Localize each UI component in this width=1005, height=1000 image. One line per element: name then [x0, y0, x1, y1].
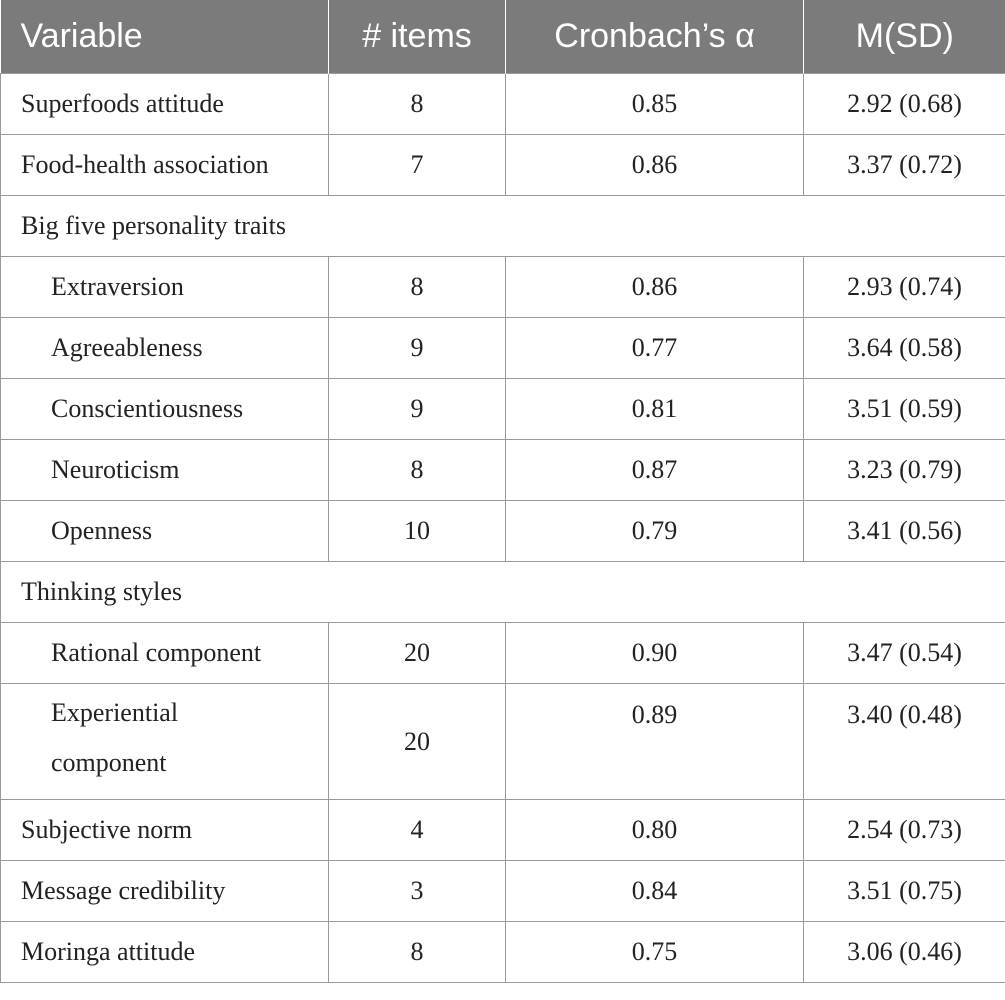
variable-cell: Rational component: [1, 623, 329, 684]
section-label: Thinking styles: [1, 562, 1005, 623]
header-items: # items: [329, 0, 506, 74]
alpha-cell: 0.79: [506, 501, 804, 562]
mean-sd-cell: 3.51 (0.75): [804, 861, 1005, 922]
items-cell: 7: [329, 135, 506, 196]
alpha-cell: 0.86: [506, 135, 804, 196]
header-mean-sd: M(SD): [804, 0, 1005, 74]
variable-cell: Agreeableness: [1, 318, 329, 379]
table-row: [1, 135, 1005, 196]
table-row: [1, 800, 1005, 861]
mean-sd-cell: 2.92 (0.68): [804, 74, 1005, 135]
header-cronbach-alpha: Cronbach’s α: [506, 0, 804, 74]
section-row: [1, 196, 1005, 257]
mean-sd-cell: 3.40 (0.48): [804, 684, 1005, 800]
variable-line-1: Experiential: [51, 698, 179, 727]
mean-sd-cell: 3.51 (0.59): [804, 379, 1005, 440]
variable-cell: Subjective norm: [1, 800, 329, 861]
items-cell: 9: [329, 318, 506, 379]
table-row: [1, 501, 1005, 562]
items-cell: 9: [329, 379, 506, 440]
mean-sd-cell: 3.41 (0.56): [804, 501, 1005, 562]
table-row: [1, 440, 1005, 501]
items-cell: 4: [329, 800, 506, 861]
header-row: [1, 0, 1005, 74]
alpha-cell: 0.87: [506, 440, 804, 501]
table-row: [1, 922, 1005, 983]
alpha-cell: 0.90: [506, 623, 804, 684]
variable-cell: Extraversion: [1, 257, 329, 318]
mean-sd-cell: 3.06 (0.46): [804, 922, 1005, 983]
variable-cell: Openness: [1, 501, 329, 562]
table-header: [1, 0, 1005, 74]
table-row: [1, 684, 1005, 800]
section-label: Big five personality traits: [1, 196, 1005, 257]
variable-cell: Moringa attitude: [1, 922, 329, 983]
items-cell: 8: [329, 922, 506, 983]
alpha-cell: 0.75: [506, 922, 804, 983]
mean-sd-cell: 2.93 (0.74): [804, 257, 1005, 318]
table-row: [1, 623, 1005, 684]
items-cell: 20: [329, 623, 506, 684]
variable-cell: Superfoods attitude: [1, 74, 329, 135]
variable-cell: [1, 684, 329, 800]
mean-sd-cell: 3.47 (0.54): [804, 623, 1005, 684]
alpha-cell: 0.86: [506, 257, 804, 318]
variable-line-2: component: [51, 748, 167, 777]
variable-cell: Conscientiousness: [1, 379, 329, 440]
variable-cell: Neuroticism: [1, 440, 329, 501]
section-row: [1, 562, 1005, 623]
table-row: [1, 257, 1005, 318]
variable-cell: Food-health association: [1, 135, 329, 196]
items-cell: 8: [329, 74, 506, 135]
alpha-cell: 0.77: [506, 318, 804, 379]
variable-cell: Message credibility: [1, 861, 329, 922]
mean-sd-cell: 2.54 (0.73): [804, 800, 1005, 861]
items-cell: 20: [329, 684, 506, 800]
alpha-cell: 0.85: [506, 74, 804, 135]
table-row: [1, 74, 1005, 135]
mean-sd-cell: 3.37 (0.72): [804, 135, 1005, 196]
table-row: [1, 379, 1005, 440]
mean-sd-cell: 3.23 (0.79): [804, 440, 1005, 501]
alpha-cell: 0.80: [506, 800, 804, 861]
table-body: [1, 74, 1005, 983]
items-cell: 3: [329, 861, 506, 922]
table-row: [1, 861, 1005, 922]
items-cell: 8: [329, 257, 506, 318]
alpha-cell: 0.84: [506, 861, 804, 922]
mean-sd-cell: 3.64 (0.58): [804, 318, 1005, 379]
header-variable: Variable: [1, 0, 329, 74]
table-row: [1, 318, 1005, 379]
alpha-cell: 0.89: [506, 684, 804, 800]
items-cell: 10: [329, 501, 506, 562]
alpha-cell: 0.81: [506, 379, 804, 440]
items-cell: 8: [329, 440, 506, 501]
